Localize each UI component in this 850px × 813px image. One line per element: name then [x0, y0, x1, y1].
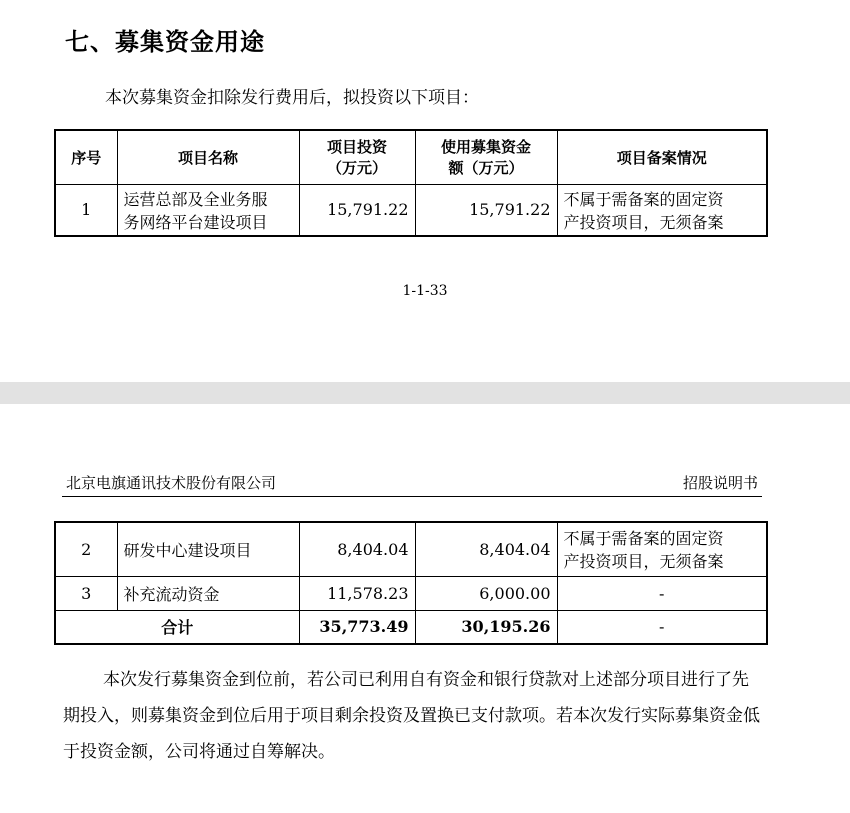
table-row	[55, 522, 767, 576]
intro-paragraph: 本次募集资金扣除发行费用后，拟投资以下项目：	[105, 88, 479, 108]
row-record-line2: 产投资项目，无须备案	[563, 212, 724, 232]
document-page-2	[0, 404, 850, 813]
projects-table-part-1	[54, 129, 768, 237]
row-invest: 15,791.22	[299, 184, 415, 236]
row-no: 2	[55, 522, 117, 576]
header-no: 序号	[55, 130, 117, 184]
page-number: 1-1-33	[402, 283, 448, 299]
row-name-line1: 运营总部及全业务服	[123, 189, 268, 209]
header-name: 项目名称	[117, 130, 299, 184]
table-row	[55, 184, 767, 236]
row-name: 补充流动资金	[117, 576, 299, 610]
row-record-line1: 不属于需备案的固定资	[563, 189, 724, 209]
header-invest	[299, 130, 415, 184]
row-no: 1	[55, 184, 117, 236]
row-record-line1: 不属于需备案的固定资	[563, 529, 724, 549]
table-row	[55, 576, 767, 610]
projects-table-part-2	[54, 521, 768, 645]
header-divider	[62, 496, 762, 497]
row-name: 研发中心建设项目	[117, 522, 299, 576]
document-page-1	[0, 0, 850, 382]
total-invest: 35,773.49	[299, 610, 415, 644]
table-header-row	[55, 130, 767, 184]
section-heading: 七、募集资金用途	[65, 28, 265, 56]
row-invest: 11,578.23	[299, 576, 415, 610]
header-use-line2: 额（万元）	[448, 159, 524, 178]
header-company: 北京电旗通讯技术股份有限公司	[66, 474, 277, 492]
total-use: 30,195.26	[415, 610, 557, 644]
header-invest-line2: （万元）	[326, 159, 387, 178]
row-no: 3	[55, 576, 117, 610]
funding-paragraph: 本次发行募集资金到位前，若公司已利用自有资金和银行贷款对上述部分项目进行了先期投入，则募集资金到位后用于项目剩余投资及置换已支付款项。若本次发行实际募集资金低于投资金额，公司将通过自筹解决。	[63, 670, 760, 762]
header-invest-line1: 项目投资	[326, 138, 387, 157]
row-use: 6,000.00	[415, 576, 557, 610]
header-record: 项目备案情况	[557, 130, 767, 184]
header-use-line1: 使用募集资金	[440, 138, 531, 157]
row-record	[557, 184, 767, 236]
row-use: 8,404.04	[415, 522, 557, 576]
header-use	[415, 130, 557, 184]
row-use: 15,791.22	[415, 184, 557, 236]
row-invest: 8,404.04	[299, 522, 415, 576]
table-total-row	[55, 610, 767, 644]
header-doc-title: 招股说明书	[682, 474, 758, 492]
row-name	[117, 184, 299, 236]
row-name-line2: 务网络平台建设项目	[123, 212, 268, 232]
row-record-line2: 产投资项目，无须备案	[563, 552, 724, 572]
row-record	[557, 522, 767, 576]
total-label: 合计	[55, 610, 299, 644]
page-gap	[0, 382, 850, 404]
row-record: -	[557, 576, 767, 610]
total-record: -	[557, 610, 767, 644]
